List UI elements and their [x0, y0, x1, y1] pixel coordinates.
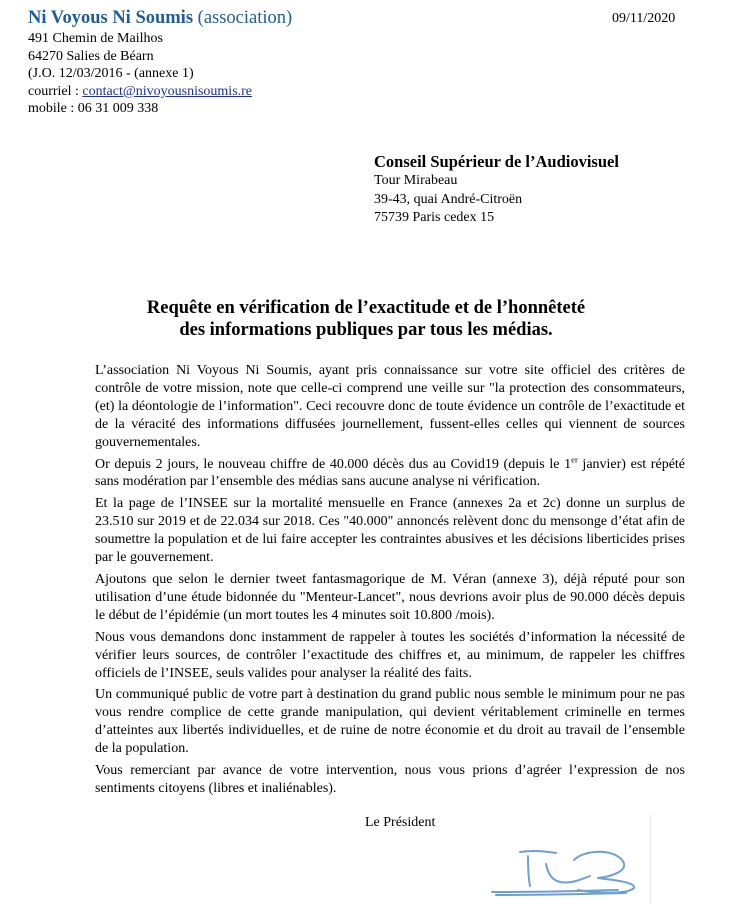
sender-org-line — [28, 7, 448, 29]
sender-block — [28, 7, 448, 118]
sender-address-line2: 64270 Salies de Béarn — [28, 48, 154, 64]
subject-line2: des informations publiques par tous les médias. — [179, 320, 553, 340]
subject-line1: Requête en vérification de l’exactitude et de l’honnêteté — [146, 298, 586, 318]
sender-address-line1: 491 Chemin de Mailhos — [28, 31, 163, 46]
sender-email-label: courriel : — [28, 83, 83, 99]
recipient-line3: 75739 Paris cedex 15 — [374, 210, 495, 225]
letter-subject — [96, 297, 636, 341]
recipient-line2: 39-43, quai André-Citroën — [374, 191, 523, 207]
letter-date: 09/11/2020 — [612, 11, 676, 26]
body-paragraph-3: Et la page de l’INSEE sur la mortalité mensuelle en France (annexes 2a et 2c) donne un surplus de 23.510 sur 2019 et de 22.034 sur 2018. Ces "40.000" annoncés relèvent donc du mensonge d’état afin de soumettre la population et de lui faire accepter les contraintes abusives et les décisions liberticides prises par le gouvernement. — [95, 496, 685, 566]
letter-body — [95, 362, 685, 802]
body-paragraph-2 — [95, 453, 686, 492]
closing-title: Le Président — [365, 815, 436, 830]
sender-email-link[interactable]: contact@nivoyousnisoumis.re — [82, 83, 253, 99]
recipient-line1: Tour Mirabeau — [374, 173, 458, 188]
sender-org-name: Ni Voyous Ni Soumis — [28, 8, 194, 28]
body-paragraph-2-end: janvier) est répété sans modération par l’ensemble des médias sans aucune analyse ni vérification. — [95, 456, 686, 490]
ordinal-superscript: er — [571, 453, 578, 464]
margin-divider — [650, 815, 651, 905]
body-paragraph-7: Vous remerciant par avance de votre intervention, nous vous prions d’agréer l’expression de nos sentiments citoyens (libres et inaliénables). — [95, 763, 685, 796]
body-paragraph-5: Nous vous demandons donc instamment de rappeler à toutes les sociétés d’information la nécessité de vérifier leurs sources, de contrôler l’exactitude des chiffres et, au minimum, de rappeler les chiffres officiels de l’INSEE, seuls valides pour analyser la réalité des faits. — [95, 629, 685, 681]
body-paragraph-2-start: Or depuis 2 jours, le nouveau chiffre de 40.000 décès dus au Covid19 (depuis le 1 — [95, 456, 572, 472]
recipient-name: Conseil Supérieur de l’Audiovisuel — [374, 152, 619, 171]
recipient-block — [374, 152, 619, 228]
sender-email-line — [28, 83, 448, 101]
body-paragraph-4: Ajoutons que selon le dernier tweet fantasmagorique de M. Véran (annexe 3), déjà réputé pour son utilisation d’une étude bidonnée du "Menteur-Lancet", nous devrions avoir plus de 90.000 décès depuis le début de l’épidémie (un mort toutes les 4 minutes soit 10.800 /mois). — [95, 571, 685, 623]
signature-mark — [486, 836, 646, 902]
sender-org-type: (association) — [197, 8, 293, 28]
sender-mobile: mobile : 06 31 009 338 — [28, 101, 159, 117]
body-paragraph-6: Un communiqué public de votre part à destination du grand public nous semble le minimum pour ne pas vous rendre complice de cette grande manipulation, qui devient véritablement criminelle en termes d’atteintes aux libertés individuelles, et de ruine de notre économie et du droit au travail de l’ensemble de la population. — [95, 687, 685, 757]
sender-journal-ref: (J.O. 12/03/2016 - (annexe 1) — [28, 66, 194, 82]
body-paragraph-1: L’association Ni Voyous Ni Soumis, ayant pris connaissance sur votre site officiel des critères de contrôle de votre mission, note que celle-ci comprend une veille sur "la protection des consommateurs, (et) la déontologie de l’information". Ceci recouvre donc de toute évidence un contrôle de l’exactitude et de la véracité des informations diffusées journellement, fussent-elles celles qui viennent de sources gouvernementales. — [95, 363, 685, 450]
